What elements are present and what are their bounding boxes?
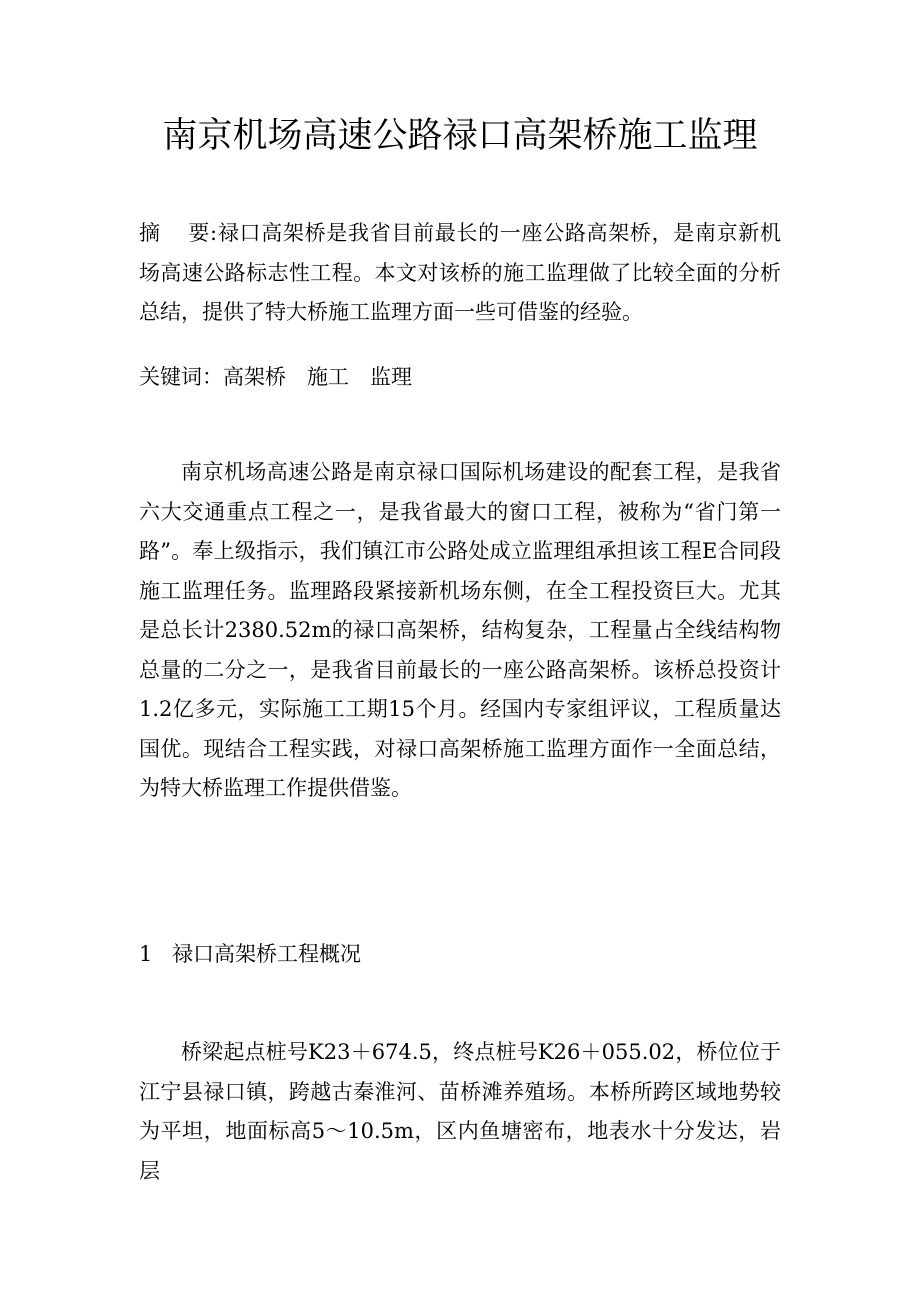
intro-paragraph: 南京机场高速公路是南京禄口国际机场建设的配套工程，是我省六大交通重点工程之一，是我省最大的窗口工程，被称为“省门第一路”。奉上级指示，我们镇江市公路处成立监理组承担该工程E合同段施工监理任务。监理路段紧接新机场东侧，在全工程投资巨大。尤其是总长计2380.52m的禄口高架桥，结构复杂，工程量占全线结构物总量的二分之一，是我省目前最长的一座公路高架桥。该桥总投资计1.2亿多元，实际施工工期15个月。经国内专家组评议，工程质量达国优。现结合工程实践，对禄口高架桥施工监理方面作一全面总结，为特大桥监理工作提供借鉴。 [139, 460, 781, 800]
abstract-label-right: 要: [187, 221, 218, 245]
document-title: 南京机场高速公路禄口高架桥施工监理 [162, 116, 758, 156]
keyword-item: 施工 [307, 365, 349, 389]
section-heading [139, 935, 781, 975]
abstract-text: 禄口高架桥是我省目前最长的一座公路高架桥，是南京新机场高速公路标志性工程。本文对该桥的施工监理做了比较全面的分析总结，提供了特大桥施工监理方面一些可借鉴的经验。 [139, 221, 781, 324]
keywords-label: 关键词： [139, 365, 223, 389]
keyword-item: 高架桥 [223, 365, 286, 389]
keyword-item: 监理 [370, 365, 412, 389]
section-title: 禄口高架桥工程概况 [172, 942, 361, 966]
abstract-paragraph [139, 214, 781, 333]
abstract-label-left: 摘 [139, 221, 161, 245]
section-number: 1 [139, 942, 153, 966]
overview-paragraph: 桥梁起点桩号K23＋674.5，终点桩号K26＋055.02，桥位位于江宁县禄口镇，跨越古秦淮河、苗桥滩养殖场。本桥所跨区域地势较为平坦，地面标高5～10.5m，区内鱼塘密布，地表水十分发达，岩层 [139, 1040, 781, 1183]
keywords-line [139, 358, 781, 398]
